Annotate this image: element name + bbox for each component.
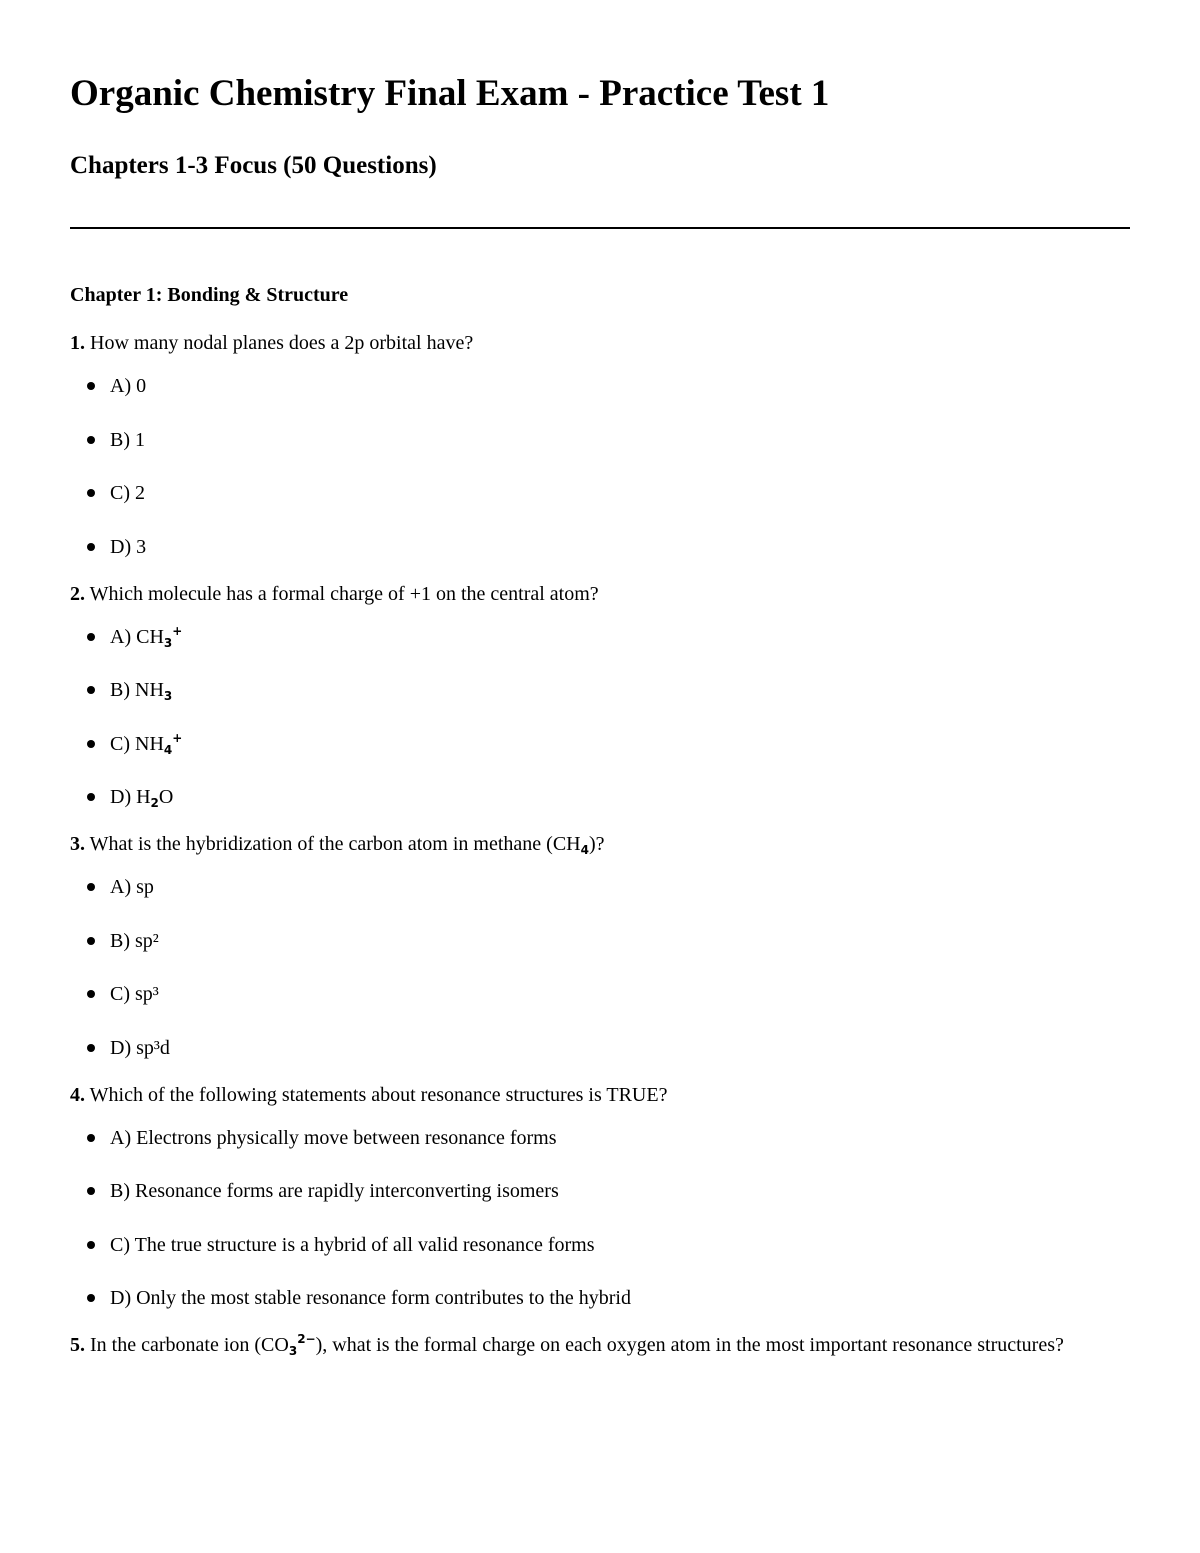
answer-option [70,1283,1130,1313]
option-text: B) 1 [110,428,145,451]
question-text: What is the hybridization of the carbon atom in methane (CH [89,833,581,855]
subscript: 3 [163,635,173,650]
answer-option [70,979,1130,1009]
option-text: D) H [110,786,151,808]
question-number: 1. [70,332,85,354]
question-3 [70,827,1130,861]
question-text: In the carbonate ion (CO [90,1334,289,1356]
question-text-suffix: ), what is the formal charge on each oxygen atom in the most important resonance structures? [315,1334,1064,1356]
answer-option [70,675,1130,705]
question-text: How many nodal planes does a 2p orbital have? [90,332,474,354]
question-number: 4. [70,1083,85,1106]
bullet-icon [87,489,95,497]
question-4-options [70,1123,1130,1314]
exam-subtitle: Chapters 1-3 Focus (50 Questions) [70,152,437,179]
question-number: 5. [70,1334,85,1356]
option-text: D) 3 [110,535,147,558]
question-4 [70,1078,1130,1112]
option-text: B) Resonance forms are rapidly interconverting isomers [110,1180,559,1202]
question-3-options [70,872,1130,1063]
bullet-icon [87,1134,95,1142]
question-1-options [70,371,1130,562]
bullet-icon [87,436,95,444]
bullet-icon [87,1294,95,1302]
exam-title: Organic Chemistry Final Exam - Practice Test 1 [70,73,830,114]
answer-option [70,1033,1130,1063]
answer-option [70,872,1130,902]
option-text: C) NH [110,732,164,755]
answer-option [70,729,1130,759]
subscript: 4 [163,742,173,757]
answer-option [70,926,1130,956]
superscript: 2− [297,1332,316,1346]
option-text: B) sp² [110,929,159,952]
answer-option [70,622,1130,652]
horizontal-divider [70,227,1130,229]
answer-option [70,532,1130,562]
question-text: Which of the following statements about resonance structures is TRUE? [89,1083,668,1106]
answer-option [70,425,1130,455]
answer-option [70,371,1130,401]
bullet-icon [87,990,95,998]
question-number: 2. [70,582,85,605]
subscript: 4 [580,843,589,857]
question-2 [70,577,1130,611]
option-text: C) The true structure is a hybrid of all valid resonance forms [110,1233,595,1256]
bullet-icon [87,793,95,801]
option-text: A) 0 [110,375,147,397]
option-text: B) NH [110,679,164,701]
answer-option [70,1123,1130,1153]
option-text: A) Electrons physically move between resonance forms [110,1126,557,1149]
bullet-icon [87,1044,95,1052]
bullet-icon [87,937,95,945]
subscript: 2 [150,796,159,810]
option-text: C) sp³ [110,983,159,1005]
option-text: D) Only the most stable resonance form contributes to the hybrid [110,1287,631,1309]
question-number: 3. [70,833,85,855]
subscript: 3 [163,689,173,703]
exam-content [70,279,1130,1362]
answer-option [70,1176,1130,1206]
option-text: D) sp³d [110,1036,170,1059]
question-5 [70,1328,1130,1362]
bullet-icon [87,740,95,748]
bullet-icon [87,686,95,694]
option-text: A) sp [110,876,154,898]
question-1 [70,326,1130,360]
superscript: + [172,623,183,638]
answer-option [70,1230,1130,1260]
chapter-heading: Chapter 1: Bonding & Structure [70,284,349,306]
question-text-suffix: )? [588,833,605,855]
superscript: + [172,730,183,745]
bullet-icon [87,883,95,891]
bullet-icon [87,1241,95,1249]
question-2-options [70,622,1130,813]
bullet-icon [87,633,95,641]
option-text: C) 2 [110,482,145,504]
answer-option [70,782,1130,812]
option-text-suffix: O [158,786,174,808]
question-text: Which molecule has a formal charge of +1 on the central atom? [89,582,599,605]
bullet-icon [87,1187,95,1195]
option-text: A) CH [110,625,164,648]
answer-option [70,478,1130,508]
bullet-icon [87,382,95,390]
subscript: 3 [288,1344,298,1358]
bullet-icon [87,543,95,551]
